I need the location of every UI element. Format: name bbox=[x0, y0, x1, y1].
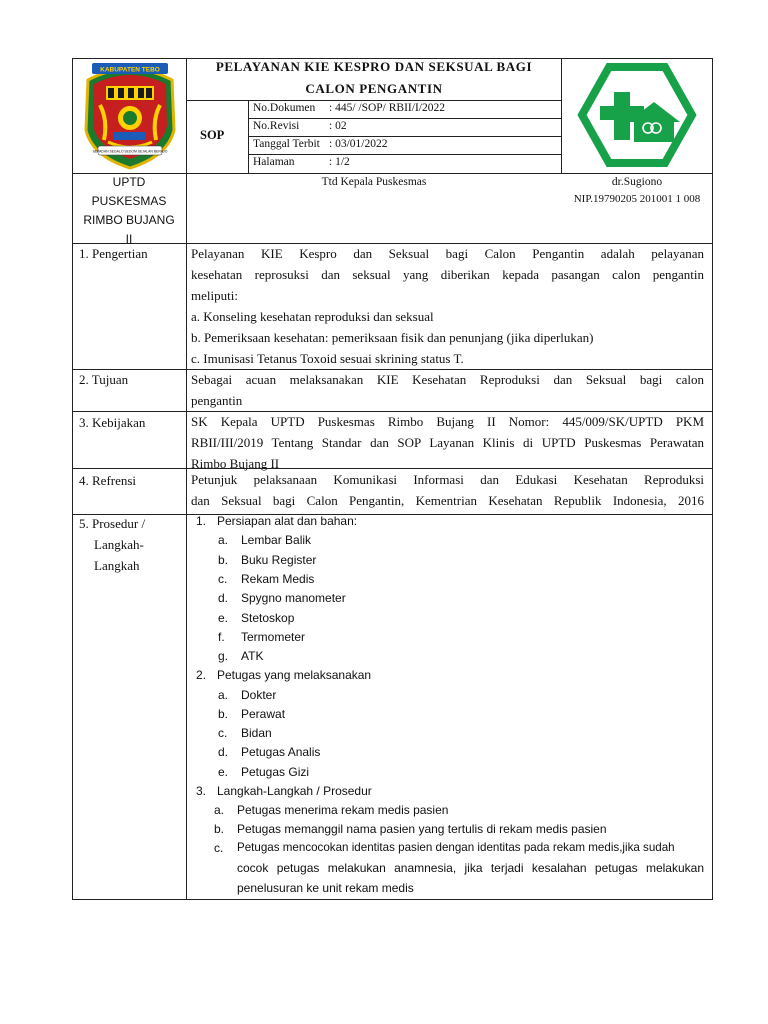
list-letter: c. bbox=[218, 726, 228, 740]
doc-field-label: No.Dokumen bbox=[253, 102, 316, 114]
list-item: b. Pemeriksaan kesehatan: pemeriksaan fisik dan penunjang (jika diperlukan) bbox=[191, 330, 594, 345]
section-content-pengertian bbox=[191, 243, 704, 369]
org-line: RIMBO BUJANG bbox=[83, 213, 175, 227]
org-line: PUSKESMAS bbox=[91, 194, 167, 208]
doc-field-label: No.Revisi bbox=[253, 120, 300, 132]
svg-text:KABUPATEN TEBO: KABUPATEN TEBO bbox=[100, 66, 160, 74]
text-line: dan Seksual bagi Calon Pengantin, Kementrian Kesehatan Republik Indonesia, 2016 bbox=[191, 493, 704, 508]
text-line: RBII/III/2019 Tentang Standar dan SOP Layanan Klinis di UPTD Puskesmas Perawatan bbox=[191, 435, 704, 450]
list-item: Dokter bbox=[241, 688, 277, 702]
list-item: ATK bbox=[241, 649, 264, 663]
section-label-pengertian: 1. Pengertian bbox=[79, 246, 148, 261]
list-letter: f. bbox=[218, 630, 225, 644]
list-item: Petugas Gizi bbox=[241, 765, 310, 779]
step-title: Petugas yang melaksanakan bbox=[217, 668, 372, 682]
list-letter: c. bbox=[214, 841, 224, 855]
label-line: Langkah bbox=[94, 558, 140, 573]
list-letter: b. bbox=[214, 822, 225, 836]
signature-caption: Ttd Kepala Puskesmas bbox=[321, 176, 427, 188]
section-label-refrensi: 4. Refrensi bbox=[79, 473, 137, 488]
svg-text:SEPADAN SEGALO SEDOM SEJALAN B: SEPADAN SEGALO SEDOM SEJALAN BERAJO bbox=[92, 149, 168, 154]
regency-logo bbox=[78, 60, 182, 170]
list-item: Petugas menerima rekam medis pasien bbox=[237, 803, 449, 817]
list-letter: a. bbox=[218, 533, 229, 547]
section-content-refrensi bbox=[191, 469, 704, 511]
list-item: Petugas Analis bbox=[241, 745, 321, 759]
list-letter: b. bbox=[218, 707, 229, 721]
doc-field-label: Tanggal Terbit bbox=[253, 138, 320, 150]
list-letter: d. bbox=[218, 591, 229, 605]
doc-field-value: : 1/2 bbox=[329, 156, 350, 168]
signer-nip: NIP.19790205 201001 1 008 bbox=[573, 193, 701, 205]
document-title bbox=[187, 56, 561, 100]
org-line: UPTD bbox=[112, 175, 146, 189]
list-letter: d. bbox=[218, 745, 229, 759]
list-item: Spygno manometer bbox=[241, 591, 346, 605]
org-line: II bbox=[125, 232, 133, 246]
sop-label: SOP bbox=[200, 128, 225, 142]
doc-field-value: : 02 bbox=[329, 120, 347, 132]
list-item: Petugas memanggil nama pasien yang tertulis di rekam medis pasien bbox=[237, 822, 607, 836]
step-title: Langkah-Langkah / Prosedur bbox=[217, 784, 372, 798]
list-item: c. Imunisasi Tetanus Toxoid sesuai skrining status T. bbox=[191, 351, 464, 366]
list-letter: g. bbox=[218, 649, 229, 663]
text-line: kesehatan reprosuksi dan seksual yang diberikan kepada pasangan calon pengantin bbox=[191, 267, 704, 282]
text-line: penelusuran ke unit rekam medis bbox=[237, 881, 414, 895]
list-letter: e. bbox=[218, 611, 229, 625]
list-letter: a. bbox=[218, 688, 229, 702]
signer-name: dr.Sugiono bbox=[611, 176, 663, 188]
list-item: Bidan bbox=[241, 726, 272, 740]
document-title-line2: CALON PENGANTIN bbox=[305, 81, 443, 96]
text-line: Sebagai acuan melaksanakan KIE Kesehatan Reproduksi dan Seksual bagi calon bbox=[191, 372, 704, 387]
text-line: cocok petugas melakukan anamnesia, jika terjadi kesalahan petugas melakukan bbox=[237, 861, 704, 875]
list-letter: c. bbox=[218, 572, 228, 586]
step-number: 2. bbox=[196, 668, 207, 682]
doc-field-value: : 03/01/2022 bbox=[329, 138, 388, 150]
list-letter: e. bbox=[218, 765, 229, 779]
text-line: SK Kepala UPTD Puskesmas Rimbo Bujang II Nomor: 445/009/SK/UPTD PKM bbox=[191, 414, 704, 429]
list-item: Termometer bbox=[241, 630, 306, 644]
list-letter: a. bbox=[214, 803, 225, 817]
section-label-kebijakan: 3. Kebijakan bbox=[79, 415, 146, 430]
label-line: 5. Prosedur / bbox=[79, 516, 146, 531]
list-item: Petugas mencocokan identitas pasien dengan identitas pada rekam medis,jika sudah bbox=[237, 841, 675, 854]
section-label-tujuan: 2. Tujuan bbox=[79, 372, 129, 387]
list-item: Stetoskop bbox=[241, 611, 295, 625]
step-title: Persiapan alat dan bahan: bbox=[217, 514, 358, 528]
list-item-continuation bbox=[237, 858, 704, 898]
list-item: Perawat bbox=[241, 707, 286, 721]
puskesmas-logo bbox=[574, 62, 700, 168]
section-content-kebijakan bbox=[191, 411, 704, 474]
step-number: 1. bbox=[196, 514, 207, 528]
org-name bbox=[72, 173, 186, 249]
label-line: Langkah- bbox=[94, 537, 144, 552]
doc-field-value: : 445/ /SOP/ RBII/I/2022 bbox=[329, 102, 445, 114]
list-item: Buku Register bbox=[241, 553, 317, 567]
text-line: pengantin bbox=[191, 393, 243, 408]
step-number: 3. bbox=[196, 784, 207, 798]
section-content-tujuan bbox=[191, 369, 704, 411]
document-title-line1: PELAYANAN KIE KESPRO DAN SEKSUAL BAGI bbox=[215, 59, 533, 74]
list-letter: b. bbox=[218, 553, 229, 567]
text-line: Rimbo Bujang II bbox=[191, 456, 280, 471]
text-line: meliputi: bbox=[191, 288, 238, 303]
text-line: Petunjuk pelaksanaan Komunikasi Informasi dan Edukasi Kesehatan Reproduksi bbox=[191, 472, 704, 487]
section-label-prosedur bbox=[79, 513, 145, 576]
list-item: Lembar Balik bbox=[241, 533, 312, 547]
doc-field-label: Halaman bbox=[253, 156, 295, 168]
text-line: Pelayanan KIE Kespro dan Seksual bagi Calon Pengantin adalah pelayanan bbox=[191, 246, 704, 261]
list-item: a. Konseling kesehatan reproduksi dan seksual bbox=[191, 309, 434, 324]
list-item: Rekam Medis bbox=[241, 572, 315, 586]
